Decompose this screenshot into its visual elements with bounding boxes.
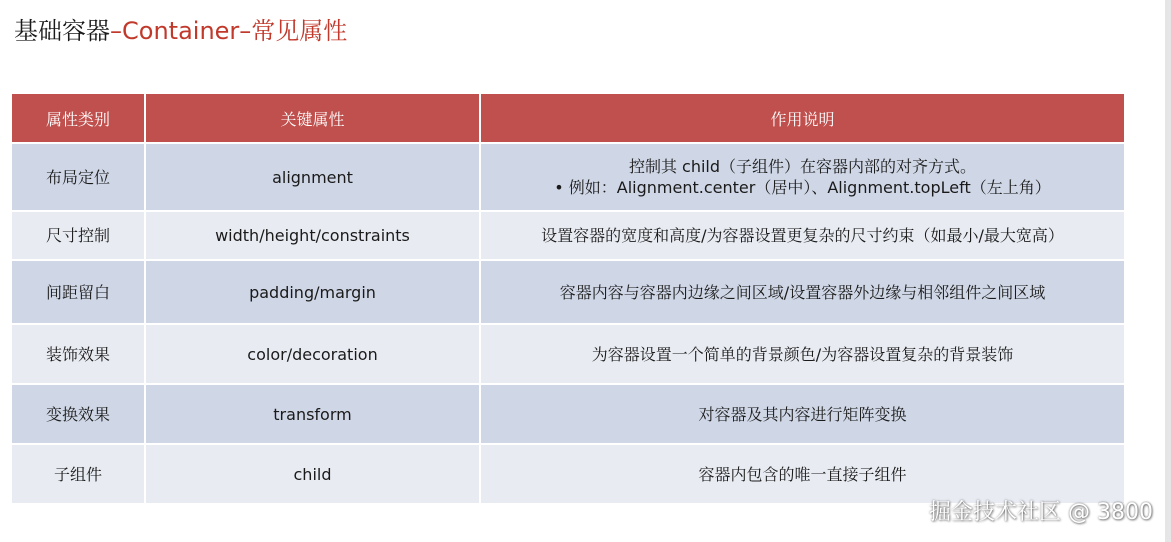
row-property: child	[145, 444, 480, 503]
title-part-3: 常见属性	[251, 17, 348, 45]
row-category: 装饰效果	[12, 324, 145, 384]
title-part-2: –Container–	[110, 17, 252, 45]
table-row	[12, 211, 1124, 260]
table-header-row	[12, 94, 1124, 143]
row-description: 为容器设置一个简单的背景颜色/为容器设置复杂的背景装饰	[480, 324, 1124, 384]
row-description: 对容器及其内容进行矩阵变换	[480, 384, 1124, 444]
row-description: 设置容器的宽度和高度/为容器设置更复杂的尺寸约束（如最小/最大宽高）	[480, 211, 1124, 260]
row-description-line-1: 控制其 child（子组件）在容器内部的对齐方式。	[628, 157, 977, 176]
header-category: 属性类别	[12, 94, 145, 143]
table-row	[12, 324, 1124, 384]
row-description: 容器内包含的唯一直接子组件	[480, 444, 1124, 503]
header-property: 关键属性	[145, 94, 480, 143]
table-row	[12, 260, 1124, 324]
row-description: 容器内容与容器内边缘之间区域/设置容器外边缘与相邻组件之间区域	[480, 260, 1124, 324]
row-property: transform	[145, 384, 480, 444]
row-property: color/decoration	[145, 324, 480, 384]
properties-table	[12, 94, 1124, 503]
row-category: 布局定位	[12, 143, 145, 211]
row-description	[480, 143, 1124, 211]
row-property: alignment	[145, 143, 480, 211]
page-title	[14, 14, 347, 48]
header-description: 作用说明	[480, 94, 1124, 143]
row-category: 间距留白	[12, 260, 145, 324]
row-category: 尺寸控制	[12, 211, 145, 260]
row-category: 变换效果	[12, 384, 145, 444]
title-part-1: 基础容器	[14, 17, 110, 45]
table-row	[12, 384, 1124, 444]
row-category: 子组件	[12, 444, 145, 503]
right-edge-strip	[1165, 0, 1171, 542]
row-description-line-2: • 例如：Alignment.center（居中）、Alignment.topLeft（左上角）	[554, 178, 1051, 197]
row-property: width/height/constraints	[145, 211, 480, 260]
table-row	[12, 143, 1124, 211]
row-property: padding/margin	[145, 260, 480, 324]
watermark: 掘金技术社区 @ 3800	[929, 500, 1153, 525]
